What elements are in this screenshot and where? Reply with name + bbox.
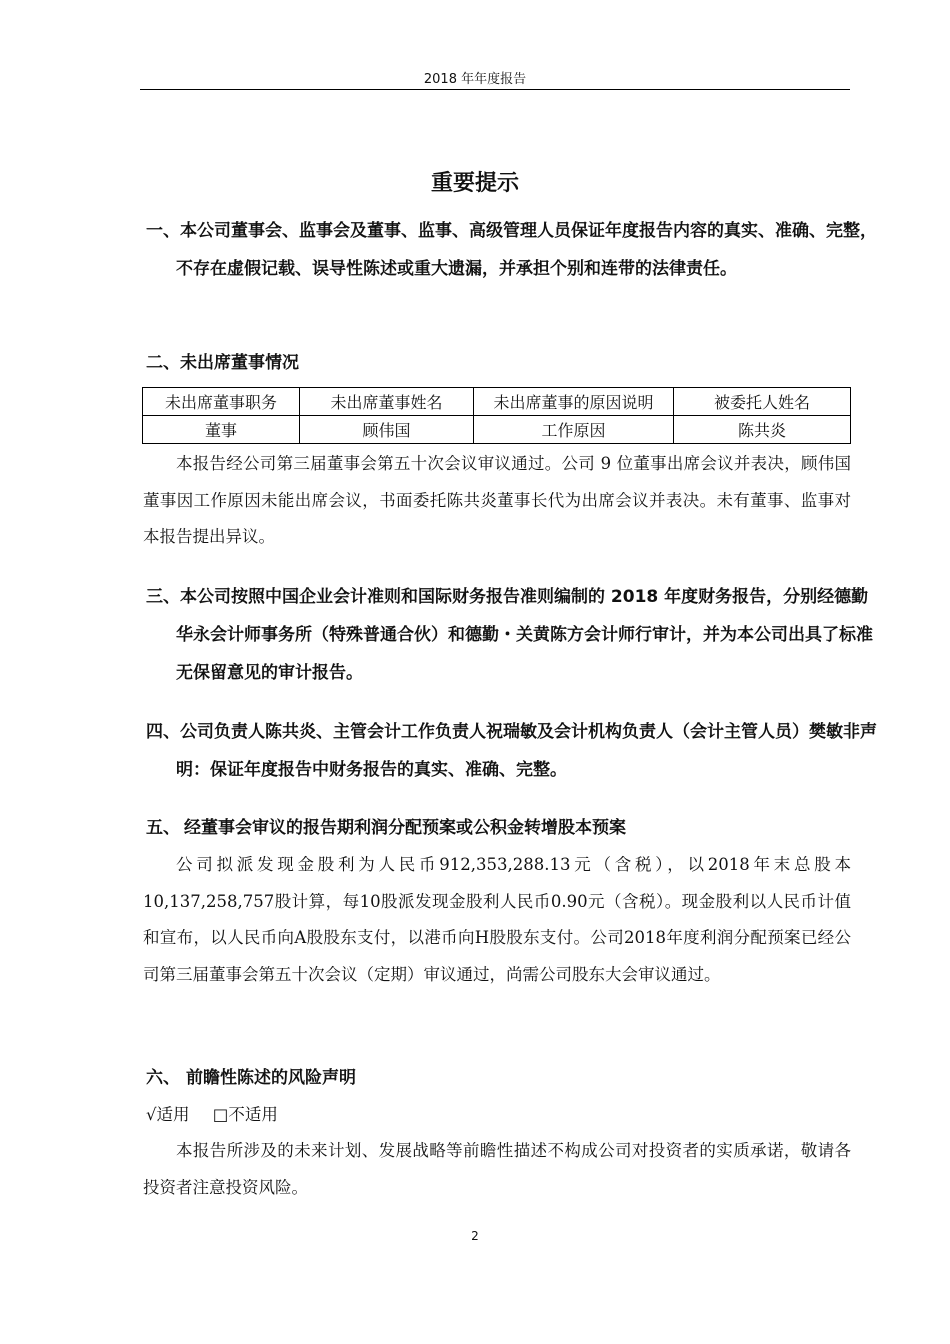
table-header-cell: 未出席董事的原因说明 bbox=[474, 388, 674, 416]
table-header-cell: 被委托人姓名 bbox=[674, 388, 851, 416]
section-2-heading: 二、未出席董事情况 bbox=[146, 353, 299, 373]
not-applicable-unchecked: □不适用 bbox=[212, 1105, 278, 1124]
section-3: 三、本公司按照中国企业会计准则和国际财务报告准则编制的 2018 年度财务报告，分别经德勤华永会计师事务所（特殊普通合伙）和德勤・关黄陈方会计师行审计，并为本公司出具了标准无保留意见的审计报告。 bbox=[146, 587, 873, 683]
page-number: 2 bbox=[471, 1229, 479, 1243]
section-1: 一、本公司董事会、监事会及董事、监事、高级管理人员保证年度报告内容的真实、准确、完整，不存在虚假记载、误导性陈述或重大遗漏，并承担个别和连带的法律责任。 bbox=[146, 221, 877, 279]
section-5-title: 经董事会审议的报告期利润分配预案或公积金转增股本预案 bbox=[184, 818, 626, 838]
page-header: 2018 年年度报告 bbox=[423, 72, 527, 87]
section-5-paragraph: 公司拟派发现金股利为人民币912,353,288.13元（含税），以2018年末总股本10,137,258,757股计算，每10股派发现金股利人民币0.90元（含税）。现金股利以人民币计值和宣布，以人民币向A股股东支付，以港币向H股股东支付。公司2018年度利润分配预案已经公司第三届董事会第五十次会议（定期）审议通过，尚需公司股东大会审议通过。 bbox=[143, 855, 851, 984]
table-cell: 陈共炎 bbox=[674, 416, 851, 444]
table-cell: 董事 bbox=[143, 416, 300, 444]
applicable-checked: √适用 bbox=[146, 1105, 190, 1124]
section-6-paragraph: 本报告所涉及的未来计划、发展战略等前瞻性描述不构成公司对投资者的实质承诺，敬请各投资者注意投资风险。 bbox=[143, 1141, 851, 1197]
table-header-cell: 未出席董事姓名 bbox=[300, 388, 474, 416]
table-cell: 工作原因 bbox=[474, 416, 674, 444]
table-row bbox=[143, 416, 851, 444]
section-6-title: 前瞻性陈述的风险声明 bbox=[186, 1068, 356, 1088]
section-2-paragraph: 本报告经公司第三届董事会第五十次会议审议通过。公司 9 位董事出席会议并表决，顾伟国董事因工作原因未能出席会议，书面委托陈共炎董事长代为出席会议并表决。未有董事、监事对本报告提出异议。 bbox=[143, 454, 851, 546]
absent-directors-table bbox=[142, 387, 851, 444]
applicability-options bbox=[146, 1101, 278, 1125]
section-6-heading bbox=[146, 1059, 356, 1097]
section-5-number: 五、 bbox=[146, 818, 180, 838]
table-header-cell: 未出席董事职务 bbox=[143, 388, 300, 416]
table-header-row bbox=[143, 388, 851, 416]
header-divider bbox=[140, 89, 850, 90]
section-6-number: 六、 bbox=[146, 1068, 180, 1088]
table-cell: 顾伟国 bbox=[300, 416, 474, 444]
page-title: 重要提示 bbox=[430, 171, 519, 196]
section-5-heading bbox=[146, 809, 626, 847]
section-4: 四、公司负责人陈共炎、主管会计工作负责人祝瑞敏及会计机构负责人（会计主管人员）樊敏非声明：保证年度报告中财务报告的真实、准确、完整。 bbox=[146, 722, 877, 780]
